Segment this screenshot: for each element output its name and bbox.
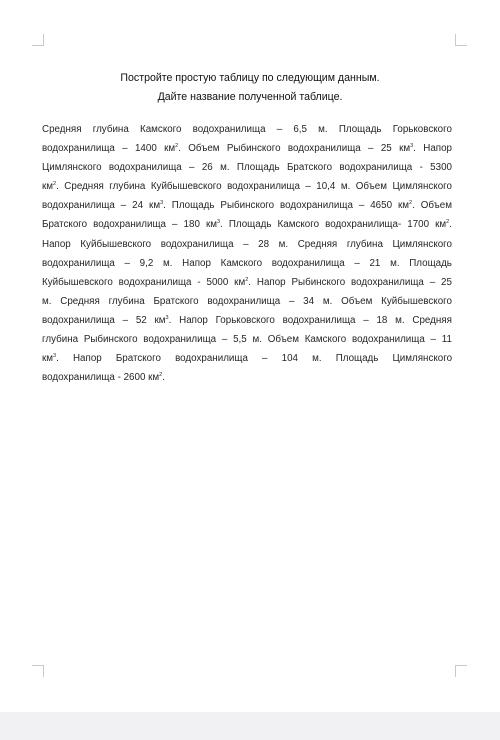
body-line: $км^2$. Средняя глубина Куйбышевского водохранилища – 10,4 м. Объем Цимлянского bbox=[42, 181, 452, 193]
body-line: водохранилища – 24 $км^3$. Площадь Рыбинского водохранилища – 4650 $км^2$. Объем bbox=[42, 200, 452, 212]
task-title-line-2: Дайте название полученной таблице. bbox=[157, 91, 343, 103]
body-line: глубина Рыбинского водохранилища – 5,5 м. Объем Камского водохранилища – 11 bbox=[42, 334, 452, 346]
body-line: Напор Куйбышевского водохранилища – 28 м. Средняя глубина Цимлянского bbox=[42, 238, 452, 250]
task-body bbox=[42, 120, 452, 387]
body-line: Цимлянского водохранилища – 26 м. Площадь Братского водохранилища - 5300 bbox=[42, 162, 452, 174]
corner-mark-top-right bbox=[455, 34, 467, 46]
body-line: водохранилища - 2600 $км^2$. bbox=[42, 372, 165, 384]
body-line: водохранилища – 52 $км^3$. Напор Горьковского водохранилища – 18 м. Средняя bbox=[42, 314, 452, 326]
corner-mark-bottom-left bbox=[32, 665, 44, 677]
task-title-line-1: Постройте простую таблицу по следующим данным. bbox=[120, 72, 380, 84]
body-line: $км^3$. Напор Братского водохранилища – 104 м. Площадь Цимлянского bbox=[42, 353, 453, 365]
viewer-footer-bar bbox=[0, 712, 500, 740]
body-line: м. Средняя глубина Братского водохранилища – 34 м. Объем Куйбышевского bbox=[42, 295, 452, 307]
body-line: Братского водохранилища – 180 $км^3$. Площадь Камского водохранилища- 1700 $км^2$. bbox=[42, 219, 452, 231]
body-line: Куйбышевского водохранилища - 5000 $км^2$. Напор Рыбинского водохранилища – 25 bbox=[42, 276, 452, 288]
task-title bbox=[0, 69, 500, 107]
body-line: водохранилища – 1400 $км^2$. Объем Рыбинского водохранилища – 25 $км^3$. Напор bbox=[42, 143, 452, 155]
body-line: водохранилища – 9,2 м. Напор Камского водохранилища – 21 м. Площадь bbox=[42, 257, 452, 269]
body-line: Средняя глубина Камского водохранилища – 6,5 м. Площадь Горьковского bbox=[42, 124, 452, 135]
corner-mark-top-left bbox=[32, 34, 44, 46]
corner-mark-bottom-right bbox=[455, 665, 467, 677]
